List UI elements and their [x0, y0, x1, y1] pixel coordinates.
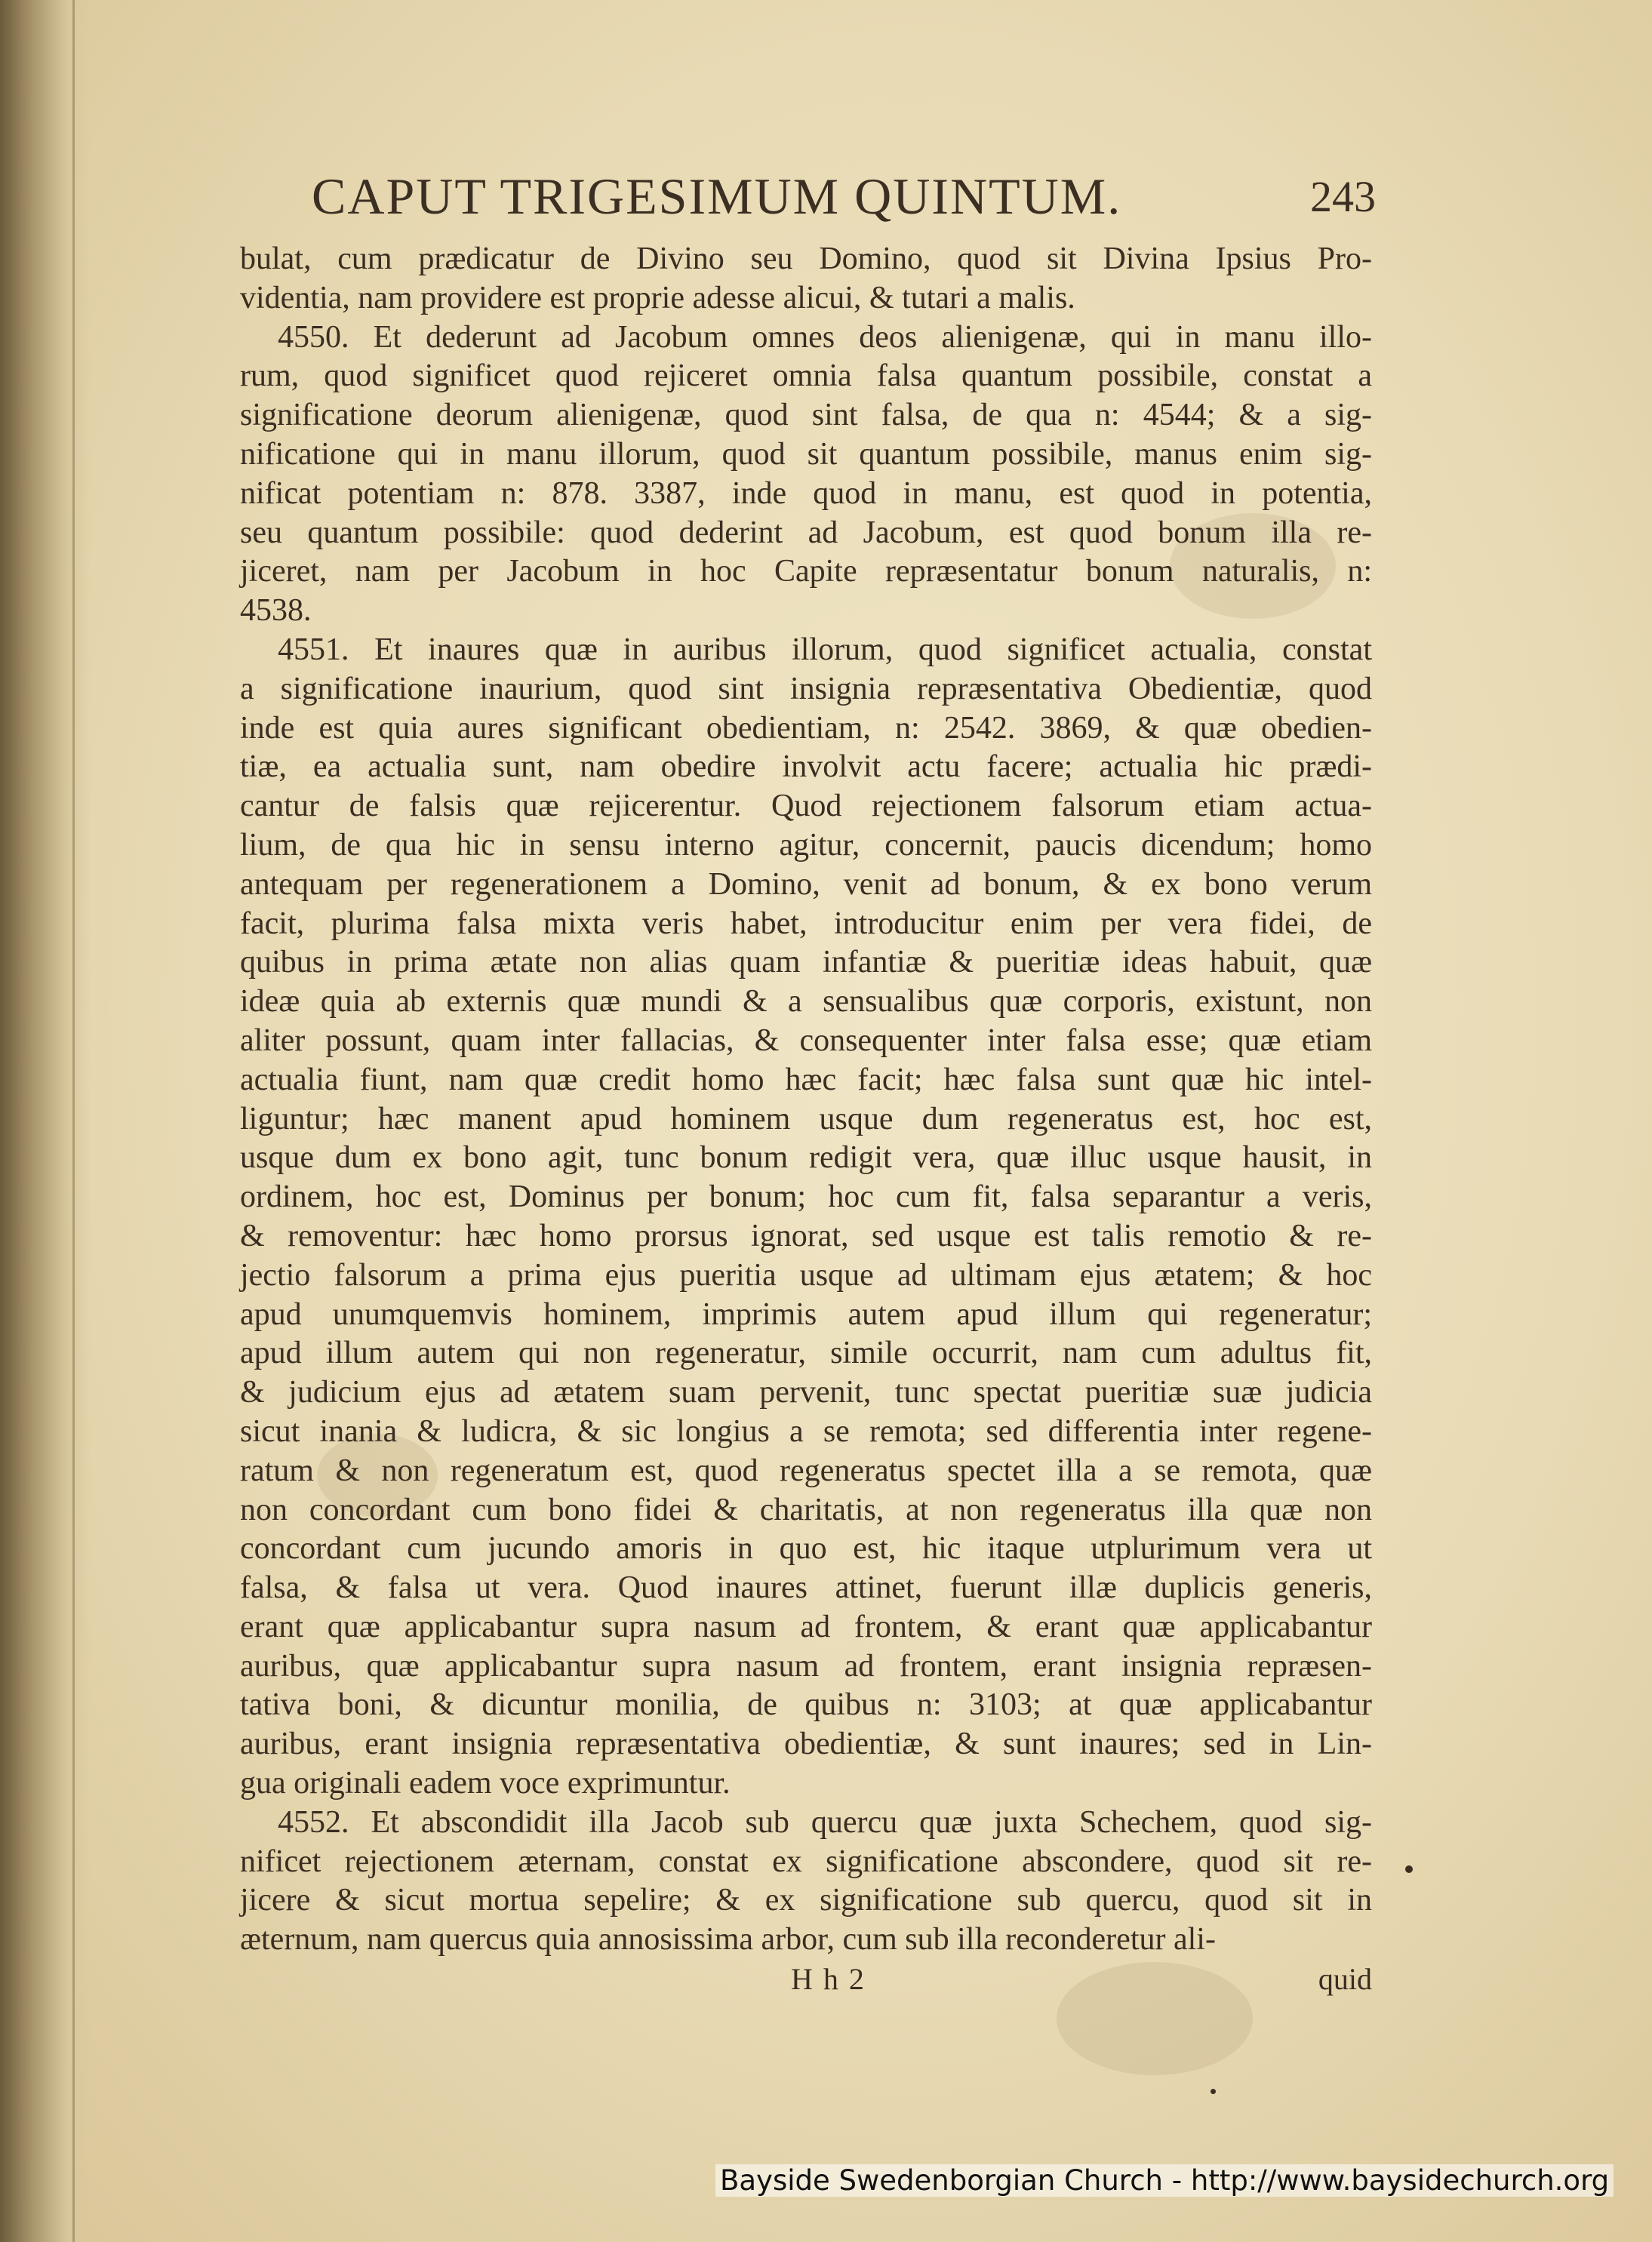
text-line: 4550. Et dederunt ad Jacobum omnes deos alienigenæ, qui in manu illo-: [278, 319, 1372, 355]
text-line: significatione deorum alienigenæ, quod sint falsa, de qua n: 4544; & a sig-: [240, 398, 1372, 433]
text-line: tiæ, ea actualia sunt, nam obedire involvit actu facere; actualia hic prædi-: [240, 749, 1372, 785]
text-line: auribus, erant insignia repræsentativa obedientiæ, & sunt inaures; sed in Lin-: [240, 1727, 1372, 1762]
text-line: 4538.: [240, 593, 312, 629]
text-line: bulat, cum prædicatur de Divino seu Domino, quod sit Divina Ipsius Pro-: [240, 241, 1372, 276]
text-line: jectio falsorum a prima ejus pueritia usque ad ultimam ejus ætatem; & hoc: [240, 1257, 1372, 1293]
text-line: ideæ quia ab externis quæ mundi & a sensualibus quæ corporis, existunt, non: [240, 984, 1372, 1020]
text-line: 4551. Et inaures quæ in auribus illorum, quod significet actualia, constat: [278, 632, 1372, 667]
text-line: tativa boni, & dicuntur monilia, de quibus n: 3103; at quæ applicabantur: [240, 1687, 1372, 1723]
text-line: jicere & sicut mortua sepelire; & ex significatione sub quercu, quod sit in: [240, 1883, 1372, 1918]
page-number: 243: [1310, 172, 1376, 221]
text-line: auribus, quæ applicabantur supra nasum ad frontem, erant insignia repræsen-: [240, 1648, 1372, 1684]
text-line: nificat potentiam n: 878. 3387, inde quod in manu, est quod in potentia,: [240, 475, 1372, 511]
running-title: CAPUT TRIGESIMUM QUINTUM.: [312, 168, 1122, 225]
text-line: ratum & non regeneratum est, quod regeneratus spectet illa a se remota, quæ: [240, 1453, 1372, 1488]
catchword: quid: [1318, 1962, 1372, 1997]
text-line: ordinem, hoc est, Dominus per bonum; hoc cum fit, falsa separantur a veris,: [240, 1179, 1372, 1215]
text-line: rum, quod significet quod rejiceret omnia falsa quantum possibile, constat a: [240, 358, 1372, 394]
text-line: gua originali eadem voce exprimuntur.: [240, 1766, 731, 1801]
text-line: concordant cum jucundo amoris in quo est, hic itaque utplurimum vera ut: [240, 1531, 1372, 1567]
text-line: facit, plurima falsa mixta veris habet, introducitur enim per vera fidei, de: [240, 906, 1372, 941]
text-line: nificet rejectionem æternam, constat ex significatione abscondere, quod sit re-: [240, 1844, 1372, 1879]
text-line: aliter possunt, quam inter fallacias, & consequenter inter falsa esse; quæ etiam: [240, 1023, 1372, 1058]
text-line: æternum, nam quercus quia annosissima arbor, cum sub illa reconderetur ali-: [240, 1922, 1216, 1958]
text-line: falsa, & falsa ut vera. Quod inaures attinet, fuerunt illæ duplicis generis,: [240, 1570, 1372, 1606]
text-line: erant quæ applicabantur supra nasum ad frontem, & erant quæ applicabantur: [240, 1609, 1372, 1644]
text-line: cantur de falsis quæ rejicerentur. Quod rejectionem falsorum etiam actua-: [240, 789, 1372, 824]
text-line: non concordant cum bono fidei & charitatis, at non regeneratus illa quæ non: [240, 1492, 1372, 1527]
signature-mark: Hh2: [791, 1962, 875, 1997]
text-line: jiceret, nam per Jacobum in hoc Capite repræsentatur bonum naturalis, n:: [240, 554, 1372, 589]
text-line: apud illum autem qui non regeneratur, simile occurrit, nam cum adultus fit,: [240, 1336, 1372, 1371]
watermark-credit: Bayside Swedenborgian Church - http://www.baysidechurch.org: [715, 2164, 1614, 2197]
body-text: [240, 240, 1372, 1960]
text-line: seu quantum possibile: quod dederint ad Jacobum, est quod bonum illa re-: [240, 515, 1372, 550]
text-line: quibus in prima ætate non alias quam infantiæ & pueritiæ ideas habuit, quæ: [240, 945, 1372, 980]
text-line: 4552. Et abscondidit illa Jacob sub quercu quæ juxta Schechem, quod sig-: [278, 1804, 1372, 1840]
text-line: sicut inania & ludicra, & sic longius a se remota; sed differentia inter regene-: [240, 1413, 1372, 1449]
text-line: nificatione qui in manu illorum, quod sit quantum possibile, manus enim sig-: [240, 436, 1372, 472]
gutter-crease: [72, 0, 75, 2242]
running-head: [240, 158, 1376, 234]
text-line: inde est quia aures significant obedientiam, n: 2542. 3869, & quæ obedien-: [240, 710, 1372, 746]
book-page: [240, 158, 1376, 2001]
text-line: liguntur; hæc manent apud hominem usque dum regeneratus est, hoc est,: [240, 1101, 1372, 1136]
text-line: & judicium ejus ad ætatem suam pervenit, tunc spectat pueritiæ suæ judicia: [240, 1375, 1372, 1410]
page-footer: [240, 1961, 1372, 2001]
text-line: usque dum ex bono agit, tunc bonum redigit vera, quæ illuc usque hausit, in: [240, 1140, 1372, 1176]
text-line: apud unumquemvis hominem, imprimis autem apud illum qui regeneratur;: [240, 1296, 1372, 1332]
ink-speck: [1405, 1865, 1413, 1873]
text-line: videntia, nam providere est proprie adesse alicui, & tutari a malis.: [240, 280, 1075, 315]
text-line: & removentur: hæc homo prorsus ignorat, sed usque est talis remotio & re-: [240, 1218, 1372, 1253]
text-line: antequam per regenerationem a Domino, venit ad bonum, & ex bono verum: [240, 866, 1372, 902]
text-line: actualia fiunt, nam quæ credit homo hæc facit; hæc falsa sunt quæ hic intel-: [240, 1062, 1372, 1097]
text-line: lium, de qua hic in sensu interno agitur, concernit, paucis dicendum; homo: [240, 827, 1372, 863]
book-gutter-shadow: [0, 0, 91, 2242]
ink-speck: [1211, 2089, 1216, 2094]
text-line: a significatione inaurium, quod sint insignia repræsentativa Obedientiæ, quod: [240, 671, 1372, 706]
